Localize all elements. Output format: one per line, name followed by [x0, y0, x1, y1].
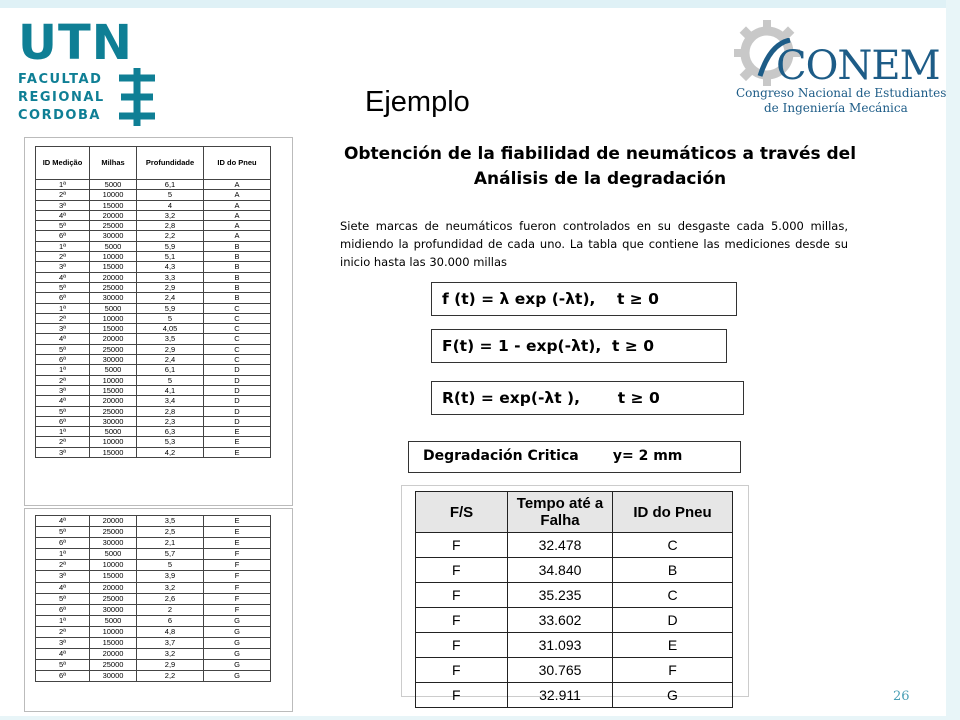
conem-logo-main: CONEM [776, 43, 940, 89]
table-cell: F [204, 560, 271, 571]
table-row [36, 252, 271, 262]
table-row [36, 200, 271, 210]
table-cell: 5ª [36, 527, 90, 538]
table-cell: 3,4 [137, 396, 204, 406]
table-cell: 4ª [36, 272, 90, 282]
table-cell: 6ª [36, 416, 90, 426]
table-cell: C [204, 334, 271, 344]
header-tempo-falha: Tempo até a Falha [508, 492, 613, 533]
table-cell: 5 [137, 313, 204, 323]
table-row [36, 638, 271, 649]
table-cell: 2,6 [137, 593, 204, 604]
table-cell: 3,2 [137, 649, 204, 660]
table-cell: 5,3 [137, 437, 204, 447]
page-number: 26 [893, 689, 910, 704]
table-cell: 1ª [36, 427, 90, 437]
table-cell: 2,9 [137, 344, 204, 354]
formula-cdf: F(t) = 1 - exp(-λt), t ≥ 0 [431, 329, 727, 363]
measurement-table-part2 [24, 508, 293, 712]
table-cell: 1ª [36, 615, 90, 626]
table-cell: B [204, 262, 271, 272]
utn-logo-main: UTN [18, 15, 133, 71]
table-cell: 10000 [90, 313, 137, 323]
table-row [416, 608, 733, 633]
table-cell: 32.911 [508, 683, 613, 708]
table-cell: 15000 [90, 200, 137, 210]
table-cell: F [613, 658, 733, 683]
table-cell: C [204, 324, 271, 334]
table-cell: 5ª [36, 344, 90, 354]
table-cell: B [204, 241, 271, 251]
table-cell: 30000 [90, 231, 137, 241]
table-cell: A [204, 210, 271, 220]
table-row [36, 210, 271, 220]
table-row [36, 262, 271, 272]
table-cell: 35.235 [508, 583, 613, 608]
table-cell: 3ª [36, 571, 90, 582]
table-cell: 20000 [90, 210, 137, 220]
table-cell: A [204, 221, 271, 231]
table-row [36, 538, 271, 549]
table-row [36, 293, 271, 303]
table-cell: F [416, 633, 508, 658]
table-cell: F [416, 658, 508, 683]
table-cell: B [204, 282, 271, 292]
table-cell: 25000 [90, 282, 137, 292]
table-cell: 4,2 [137, 447, 204, 457]
measurement-table [35, 146, 271, 458]
table-row [36, 385, 271, 395]
table-cell: G [613, 683, 733, 708]
table-cell: B [613, 558, 733, 583]
table-cell: 5000 [90, 303, 137, 313]
table-row [36, 560, 271, 571]
table-cell: 5,1 [137, 252, 204, 262]
utn-logo-line1: FACULTAD [18, 72, 103, 87]
table-cell: 30000 [90, 671, 137, 682]
table-cell: 20000 [90, 516, 137, 527]
table-cell: 5ª [36, 593, 90, 604]
table-cell: 25000 [90, 593, 137, 604]
slide-title: Ejemplo [365, 86, 470, 118]
table-cell: E [204, 516, 271, 527]
conem-logo-line1: Congreso Nacional de Estudiantes [736, 86, 947, 100]
table-cell: B [204, 293, 271, 303]
table-row [36, 355, 271, 365]
table-row [36, 396, 271, 406]
table-cell: 1ª [36, 303, 90, 313]
table-cell: 30000 [90, 293, 137, 303]
table-row [36, 582, 271, 593]
table-cell: D [204, 416, 271, 426]
table-row [36, 416, 271, 426]
failure-table-panel [401, 485, 749, 703]
table-cell: 4ª [36, 334, 90, 344]
table-cell: F [204, 582, 271, 593]
table-cell: 15000 [90, 571, 137, 582]
table-cell: 3ª [36, 385, 90, 395]
table-cell: 30000 [90, 355, 137, 365]
table-cell: 6ª [36, 538, 90, 549]
slide-frame-top [0, 0, 960, 8]
table-row [36, 626, 271, 637]
header-id-medicao: ID Medição [36, 147, 90, 180]
table-cell: 30.765 [508, 658, 613, 683]
table-cell: 3ª [36, 447, 90, 457]
table-cell: 6,1 [137, 365, 204, 375]
table-cell: 1ª [36, 365, 90, 375]
table-cell: 2,9 [137, 282, 204, 292]
table-row [36, 604, 271, 615]
table-cell: 5000 [90, 241, 137, 251]
table-header-row [416, 492, 733, 533]
table-row [36, 334, 271, 344]
table-cell: 2,9 [137, 660, 204, 671]
table-cell: C [204, 344, 271, 354]
table-cell: 1ª [36, 549, 90, 560]
utn-logo-line3: CORDOBA [18, 108, 101, 123]
table-row [36, 593, 271, 604]
table-cell: 6ª [36, 293, 90, 303]
table-cell: 3,5 [137, 516, 204, 527]
table-row [36, 437, 271, 447]
table-cell: 2,4 [137, 355, 204, 365]
table-cell: 4ª [36, 516, 90, 527]
table-cell: F [416, 683, 508, 708]
table-cell: 4ª [36, 396, 90, 406]
table-row [36, 427, 271, 437]
table-cell: 6 [137, 615, 204, 626]
table-cell: C [613, 533, 733, 558]
table-cell: 4ª [36, 649, 90, 660]
table-cell: G [204, 660, 271, 671]
table-row [36, 303, 271, 313]
table-row [36, 660, 271, 671]
table-cell: E [204, 447, 271, 457]
table-cell: 15000 [90, 324, 137, 334]
measurement-table-continued [35, 515, 271, 682]
table-cell: 6ª [36, 604, 90, 615]
table-cell: 30000 [90, 604, 137, 615]
table-cell: 2ª [36, 375, 90, 385]
table-cell: 5000 [90, 615, 137, 626]
table-cell: 6,3 [137, 427, 204, 437]
table-cell: 2ª [36, 313, 90, 323]
table-cell: F [204, 549, 271, 560]
utn-emblem-icon [115, 68, 160, 126]
table-row [36, 324, 271, 334]
table-row [36, 671, 271, 682]
table-cell: E [204, 527, 271, 538]
table-cell: D [204, 375, 271, 385]
table-cell: D [204, 385, 271, 395]
table-cell: 15000 [90, 447, 137, 457]
table-cell: 20000 [90, 396, 137, 406]
table-cell: 3,7 [137, 638, 204, 649]
table-row [36, 406, 271, 416]
header-milhas: Milhas [90, 147, 137, 180]
table-cell: F [204, 571, 271, 582]
table-cell: 3ª [36, 200, 90, 210]
header-id-pneu: ID do Pneu [613, 492, 733, 533]
table-cell: 2,4 [137, 293, 204, 303]
table-cell: 6ª [36, 231, 90, 241]
table-cell: 5ª [36, 282, 90, 292]
table-cell: 10000 [90, 190, 137, 200]
table-cell: 4ª [36, 582, 90, 593]
table-cell: 10000 [90, 626, 137, 637]
table-row [36, 571, 271, 582]
table-cell: 2,3 [137, 416, 204, 426]
table-cell: 20000 [90, 334, 137, 344]
table-cell: E [204, 538, 271, 549]
table-cell: 4,05 [137, 324, 204, 334]
table-cell: 5,7 [137, 549, 204, 560]
table-cell: 2,8 [137, 406, 204, 416]
table-row [416, 658, 733, 683]
table-cell: 2ª [36, 437, 90, 447]
critical-degradation-box: Degradación Critica y= 2 mm [408, 441, 741, 473]
table-cell: C [613, 583, 733, 608]
table-row [36, 516, 271, 527]
table-header-row [36, 147, 271, 180]
table-row [36, 615, 271, 626]
table-cell: G [204, 649, 271, 660]
table-cell: 30000 [90, 416, 137, 426]
table-cell: C [204, 355, 271, 365]
table-cell: 5 [137, 375, 204, 385]
table-cell: G [204, 638, 271, 649]
table-row [36, 272, 271, 282]
table-row [36, 180, 271, 190]
table-cell: 2,8 [137, 221, 204, 231]
table-cell: 10000 [90, 252, 137, 262]
table-row [416, 558, 733, 583]
table-cell: 5000 [90, 365, 137, 375]
table-cell: 30000 [90, 538, 137, 549]
table-cell: C [204, 303, 271, 313]
table-cell: B [204, 272, 271, 282]
table-cell: 5 [137, 560, 204, 571]
table-cell: 6ª [36, 671, 90, 682]
table-cell: F [416, 558, 508, 583]
table-cell: 2,1 [137, 538, 204, 549]
table-row [416, 683, 733, 708]
table-row [36, 365, 271, 375]
table-cell: 4ª [36, 210, 90, 220]
table-cell: F [416, 533, 508, 558]
table-row [36, 241, 271, 251]
description-text: Siete marcas de neumáticos fueron controlados en su desgaste cada 5.000 millas, midiendo la profundidad de cada uno. La tabla que contiene las mediciones desde su inicio hasta las 30.000 millas [340, 219, 848, 269]
table-cell: E [613, 633, 733, 658]
conem-logo [726, 16, 947, 120]
table-cell: 5 [137, 190, 204, 200]
table-cell: 3ª [36, 638, 90, 649]
utn-logo [10, 10, 165, 130]
table-cell: 5ª [36, 406, 90, 416]
table-cell: 15000 [90, 638, 137, 649]
table-cell: 1ª [36, 241, 90, 251]
header-profundidade: Profundidade [137, 147, 204, 180]
table-cell: 25000 [90, 406, 137, 416]
header-id-pneu: ID do Pneu [204, 147, 271, 180]
table-cell: 5000 [90, 180, 137, 190]
table-row [36, 344, 271, 354]
table-cell: A [204, 180, 271, 190]
table-row [416, 633, 733, 658]
table-row [36, 549, 271, 560]
table-cell: 2 [137, 604, 204, 615]
table-cell: 20000 [90, 649, 137, 660]
table-cell: 3,2 [137, 582, 204, 593]
header-fs: F/S [416, 492, 508, 533]
table-cell: E [204, 427, 271, 437]
table-cell: 15000 [90, 262, 137, 272]
table-cell: 25000 [90, 527, 137, 538]
table-cell: 2,2 [137, 671, 204, 682]
conem-logo-line2: de Ingeniería Mecánica [764, 101, 908, 115]
table-cell: 2,2 [137, 231, 204, 241]
table-cell: F [204, 604, 271, 615]
subtitle-line-2: Análisis de la degradación [473, 169, 727, 189]
table-cell: 2ª [36, 560, 90, 571]
table-cell: F [416, 608, 508, 633]
table-cell: A [204, 231, 271, 241]
table-cell: 3ª [36, 262, 90, 272]
table-cell: G [204, 615, 271, 626]
table-row [36, 190, 271, 200]
table-cell: 33.602 [508, 608, 613, 633]
table-cell: 3,3 [137, 272, 204, 282]
table-cell: 5000 [90, 427, 137, 437]
table-cell: C [204, 313, 271, 323]
table-row [36, 231, 271, 241]
table-cell: 25000 [90, 344, 137, 354]
table-cell: 4 [137, 200, 204, 210]
table-cell: E [204, 437, 271, 447]
measurement-table-part1 [24, 137, 293, 506]
table-row [36, 527, 271, 538]
table-cell: 5000 [90, 549, 137, 560]
table-cell: 2ª [36, 626, 90, 637]
table-row [36, 375, 271, 385]
slide-frame-bottom [0, 716, 960, 720]
table-row [36, 221, 271, 231]
table-row [416, 583, 733, 608]
table-cell: A [204, 200, 271, 210]
table-row [416, 533, 733, 558]
subtitle-line-1: Obtención de la fiabilidad de neumáticos a través del [343, 144, 857, 164]
table-row [36, 313, 271, 323]
slide-frame-right [946, 0, 960, 720]
table-cell: 4,8 [137, 626, 204, 637]
table-cell: 6ª [36, 355, 90, 365]
table-cell: D [204, 396, 271, 406]
table-cell: 4,1 [137, 385, 204, 395]
table-cell: 6,1 [137, 180, 204, 190]
table-cell: 2ª [36, 252, 90, 262]
table-cell: 34.840 [508, 558, 613, 583]
utn-logo-line2: REGIONAL [18, 90, 105, 105]
slide-subtitle [300, 142, 900, 192]
table-cell: 3,2 [137, 210, 204, 220]
table-cell: 20000 [90, 582, 137, 593]
table-cell: 15000 [90, 385, 137, 395]
table-cell: A [204, 190, 271, 200]
formula-pdf: f (t) = λ exp (-λt), t ≥ 0 [431, 282, 737, 316]
table-cell: D [204, 406, 271, 416]
table-cell: B [204, 252, 271, 262]
table-row [36, 447, 271, 457]
table-cell: F [204, 593, 271, 604]
table-cell: 25000 [90, 221, 137, 231]
table-cell: G [204, 671, 271, 682]
table-cell: 3,5 [137, 334, 204, 344]
table-cell: 3,9 [137, 571, 204, 582]
table-cell: 20000 [90, 272, 137, 282]
table-cell: 5,9 [137, 303, 204, 313]
table-cell: 2ª [36, 190, 90, 200]
table-cell: 5,9 [137, 241, 204, 251]
table-row [36, 649, 271, 660]
table-cell: 32.478 [508, 533, 613, 558]
table-cell: 10000 [90, 560, 137, 571]
table-cell: 5ª [36, 221, 90, 231]
table-cell: 10000 [90, 437, 137, 447]
table-cell: 2,5 [137, 527, 204, 538]
table-cell: 31.093 [508, 633, 613, 658]
table-cell: 25000 [90, 660, 137, 671]
table-cell: 10000 [90, 375, 137, 385]
table-cell: F [416, 583, 508, 608]
formula-reliability: R(t) = exp(-λt ), t ≥ 0 [431, 381, 744, 415]
table-cell: D [204, 365, 271, 375]
table-cell: 1ª [36, 180, 90, 190]
table-cell: G [204, 626, 271, 637]
table-cell: D [613, 608, 733, 633]
table-cell: 5ª [36, 660, 90, 671]
table-row [36, 282, 271, 292]
table-cell: 4,3 [137, 262, 204, 272]
failure-table [415, 491, 733, 708]
table-cell: 3ª [36, 324, 90, 334]
